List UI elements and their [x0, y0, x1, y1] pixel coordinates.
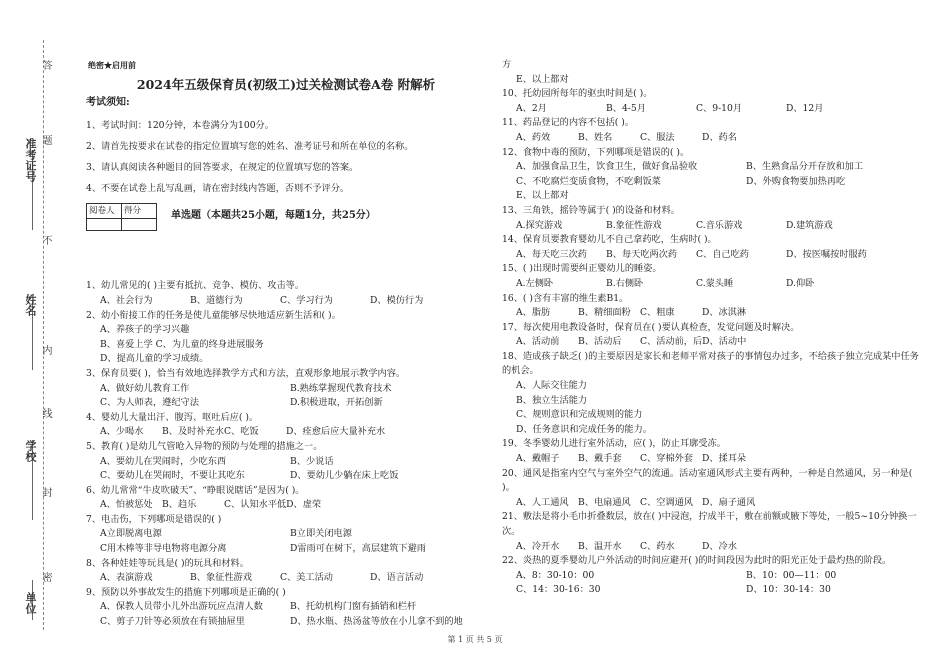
option-row	[100, 469, 486, 484]
answer-option[interactable]: A、养孩子的学习兴趣	[100, 324, 190, 336]
notice-heading: 考试须知:	[86, 97, 130, 109]
question-stem: 7、电击伤，下列哪项是错误的( )	[86, 513, 222, 525]
answer-option[interactable]: C.蒙头睡	[696, 277, 734, 289]
answer-option[interactable]: B、4-5月	[606, 102, 646, 114]
answer-option[interactable]: D、任务意识和完成任务的能力。	[516, 423, 652, 435]
answer-option[interactable]: A立即脱离电源	[100, 528, 162, 540]
reviewer-blank[interactable]	[87, 219, 122, 231]
answer-option[interactable]: B、姓名	[578, 131, 613, 143]
question-stem: 12、食物中毒的预防，下列哪项是错误的( )。	[502, 146, 690, 158]
option-row	[516, 306, 922, 321]
seal-line	[43, 40, 44, 630]
answer-option[interactable]: C、不吃腐烂变质食物，不吃剩饭菜	[516, 175, 661, 187]
answer-option[interactable]: B、每天吃两次药	[606, 248, 678, 260]
option-row	[516, 452, 922, 467]
option-row	[100, 542, 486, 557]
answer-option[interactable]: C、剪子刀针等必须放在有锁抽屉里	[100, 616, 245, 628]
question-stem: 13、三角铁，摇铃等属于( )的设备和材料。	[502, 204, 680, 216]
exam-id-label: 准考证号	[24, 138, 37, 182]
binding-strip	[0, 0, 60, 671]
answer-option[interactable]: A、加强食品卫生，饮食卫生，做好食品验收	[516, 161, 698, 173]
option-row	[516, 569, 922, 584]
score-box	[86, 203, 157, 232]
answer-option[interactable]: A、社会行为	[100, 294, 153, 306]
option-row	[100, 571, 486, 586]
answer-option[interactable]: A、每天吃三次药	[516, 248, 587, 260]
question-stem: 15、( )出现时需要纠正婴幼儿的睡姿。	[502, 263, 662, 275]
answer-option[interactable]: D、外购食物要加热再吃	[746, 175, 846, 187]
answer-option[interactable]: B、生熟食品分开存放和加工	[746, 161, 864, 173]
option-row	[100, 455, 486, 470]
option-row	[516, 496, 922, 511]
answer-option[interactable]: D、提高儿童的学习成绩。	[100, 353, 209, 365]
answer-option[interactable]: A、保教人员带小儿外出游玩应点清人数	[100, 601, 263, 613]
option-row	[516, 540, 922, 555]
question-stem: 11、药品登记的内容不包括( )。	[502, 117, 635, 129]
answer-option[interactable]: E、以上都对	[516, 190, 569, 202]
answer-option[interactable]: C、粗康	[640, 307, 675, 319]
section-header	[86, 201, 486, 232]
page-footer: 第 1 页 共 5 页	[447, 635, 503, 644]
question-stem: 22、炎热的夏季婴幼儿户外活动的时间应避开( )的时间段因为此时的阳光正处于最灼热的阶段。	[502, 555, 892, 567]
answer-option[interactable]: A、2月	[516, 102, 547, 114]
answer-option[interactable]: C、自己吃药	[696, 248, 749, 260]
answer-option[interactable]: D、虚荣	[286, 499, 322, 511]
question-stem: 14、保育员要教育婴幼儿不自己拿药吃，生病时( )。	[502, 234, 717, 246]
answer-option[interactable]: D、冷水	[702, 540, 737, 552]
option-row	[100, 396, 486, 411]
answer-option[interactable]: A、少喝水	[100, 426, 144, 438]
seal-char: 答	[40, 60, 51, 70]
seal-char: 封	[40, 487, 51, 497]
answer-option[interactable]: C用木棒等非导电物将电源分离	[100, 543, 227, 555]
option-row	[100, 600, 486, 615]
answer-option[interactable]: C、学习行为	[280, 294, 333, 306]
seal-char: 密	[40, 572, 51, 582]
answer-option[interactable]: B、象征性游戏	[190, 572, 252, 584]
question-stem: 2、幼小衔接工作的任务是使儿童能够尽快地适应新生活和( )。	[86, 309, 341, 321]
answer-option[interactable]: E、以上都对	[516, 73, 569, 85]
score-cell: 得分	[122, 203, 157, 219]
answer-option[interactable]: A、戴帽子	[516, 453, 560, 465]
answer-option[interactable]: B、托幼机构门窗有插销和栏杆	[290, 601, 417, 613]
notice-list	[86, 115, 486, 199]
section-title: 单选题（本题共25小题，每题1分，共25分）	[171, 209, 376, 221]
answer-option[interactable]: A、做好幼儿教育工作	[100, 382, 190, 394]
option-row	[100, 294, 486, 309]
question-stem: 16、( )含有丰富的维生素B1。	[502, 292, 629, 304]
option-row	[100, 615, 486, 630]
question-stem: 20、通风是指室内空气与室外空气的流通。活动室通风形式主要有两种，一种是自然通风，另一种是( )。	[502, 467, 913, 494]
questions-right	[502, 58, 922, 598]
answer-option[interactable]: A、人工通风	[516, 496, 569, 508]
option-row	[100, 527, 486, 542]
answer-option[interactable]: D雷雨可在树下，高层建筑下避雨	[290, 543, 426, 555]
question-stem: 19、冬季婴幼儿进行室外活动，应( )，防止耳廓受冻。	[502, 438, 726, 450]
name-label: 姓名	[24, 294, 37, 316]
score-blank[interactable]	[122, 219, 157, 231]
reviewer-cell: 阅卷人	[87, 203, 122, 219]
question-stem: 18、造成孩子缺乏( )的主要原因是家长和老师平常对孩子的事情包办过多，不给孩子独立完成某中任务的机会。	[502, 350, 919, 377]
option-row	[516, 131, 922, 146]
answer-option[interactable]: B、电扇通风	[578, 496, 631, 508]
option-row	[516, 219, 922, 234]
option-row	[100, 382, 486, 397]
option-row	[516, 277, 922, 292]
answer-option[interactable]: D、活动中	[702, 336, 747, 348]
answer-option[interactable]: B、戴手套	[578, 453, 622, 465]
option-row	[516, 102, 922, 117]
answer-option[interactable]: A、活动前	[516, 336, 560, 348]
questions-left	[86, 279, 486, 629]
seal-char: 内	[40, 345, 51, 355]
answer-option[interactable]: C、美工活动	[280, 572, 333, 584]
right-column	[502, 58, 922, 598]
question-stem: 6、幼儿常常“牛皮吹破天”、“睁眼说瞎话”是因为( )。	[86, 484, 305, 496]
option-row	[516, 160, 922, 175]
answer-option[interactable]: A、药效	[516, 131, 551, 143]
notice-item: 1、考试时间：120分钟，本卷满分为100分。	[86, 119, 274, 131]
answer-option[interactable]: D.积极进取，开拓创新	[290, 397, 383, 409]
answer-option[interactable]: B.右侧卧	[606, 277, 644, 289]
answer-option[interactable]: D、热水瓶、热汤盆等放在小儿拿不到的地	[290, 616, 463, 628]
answer-option[interactable]: C、认知水平低	[224, 499, 287, 511]
answer-option[interactable]: B、趋乐	[162, 499, 197, 511]
option-row	[516, 175, 922, 190]
question-stem: 方	[502, 59, 512, 70]
school-label: 学校	[24, 440, 37, 462]
answer-option[interactable]: D、12月	[786, 102, 824, 114]
option-row	[516, 583, 922, 598]
answer-option[interactable]: C、吃饭	[224, 426, 259, 438]
answer-option[interactable]: D、扇子通风	[702, 496, 756, 508]
question-stem: 21、敷法是将小毛巾折叠数层，放在( )中浸泡，拧成半干，敷在前额或腋下等处，一般5~10分钟换一次。	[502, 511, 917, 537]
answer-option[interactable]: B、精细面粉	[578, 307, 631, 319]
secret-mark: 绝密★启用前	[88, 60, 136, 70]
answer-option[interactable]: C、服法	[640, 131, 675, 143]
question-stem: 4、婴幼儿大量出汗、腹泻、呕吐后应( )。	[86, 411, 259, 423]
answer-option[interactable]: D、冰淇淋	[702, 307, 747, 319]
question-stem: 5、教育( )是幼儿气管呛入异物的预防与处理的措施之一。	[86, 440, 323, 452]
answer-option[interactable]: A、脂肪	[516, 307, 551, 319]
question-stem: 17、每次使用电教设备时，保育员在( )要认真检查，发觉问题及时解决。	[502, 321, 800, 333]
answer-option[interactable]: D、要幼儿少躺在床上吃饭	[290, 470, 399, 482]
answer-option[interactable]: D.建筑游戏	[786, 219, 833, 231]
question-stem: 3、保育员要( )，恰当有效地选择教学方式和方法，直观形象地展示教学内容。	[86, 367, 406, 379]
answer-option[interactable]: B.熟练掌握现代教育技术	[290, 382, 392, 394]
answer-option[interactable]: B、及时补充水	[162, 426, 224, 438]
answer-option[interactable]: B、道德行为	[190, 294, 243, 306]
answer-option[interactable]: D、药名	[702, 131, 737, 143]
answer-option[interactable]: A、表演游戏	[100, 572, 153, 584]
option-row	[516, 248, 922, 263]
unit-label: 单位	[24, 592, 37, 614]
answer-option[interactable]: A、冷开水	[516, 540, 560, 552]
answer-option[interactable]: B、少说话	[290, 455, 334, 467]
answer-option[interactable]: C、规则意识和完成规则的能力	[516, 409, 643, 421]
page-title: 2024年五级保育员(初级工)过关检测试卷A卷 附解析	[136, 76, 436, 92]
answer-option[interactable]: A.左侧卧	[516, 277, 554, 289]
answer-option[interactable]: D、10：30-14：30	[746, 584, 831, 596]
answer-option[interactable]: B、10：00—11：00	[746, 569, 837, 581]
answer-option[interactable]: B、温开水	[578, 540, 622, 552]
seal-char: 不	[40, 235, 51, 245]
answer-option[interactable]: C、9-10月	[696, 102, 743, 114]
option-row	[100, 498, 486, 513]
left-column	[86, 58, 486, 630]
answer-option[interactable]: D、揉耳朵	[702, 453, 747, 465]
answer-option[interactable]: A、8：30-10：00	[516, 569, 595, 581]
answer-option[interactable]: D.仰卧	[786, 277, 815, 289]
answer-option[interactable]: C、要幼儿在哭闹时，不要让其吃东	[100, 470, 245, 482]
answer-option[interactable]: C、为人师表，遵纪守法	[100, 397, 199, 409]
notice-item: 3、请认真阅读各种题目的回答要求，在规定的位置填写您的答案。	[86, 161, 359, 173]
answer-option[interactable]: D、按医嘱按时服药	[786, 248, 867, 260]
answer-option[interactable]: C、穿棉外套	[640, 453, 693, 465]
answer-option[interactable]: B立即关闭电源	[290, 528, 352, 540]
answer-option[interactable]: D、模仿行为	[370, 294, 424, 306]
option-row	[516, 335, 922, 350]
seal-char: 线	[40, 408, 51, 418]
question-stem: 8、各种娃娃等玩具是( )的玩具和材料。	[86, 557, 249, 569]
answer-option[interactable]: B、喜爱上学 C、为儿童的终身进展服务	[100, 338, 264, 350]
answer-option[interactable]: C、空调通风	[640, 496, 693, 508]
question-stem: 1、幼儿常见的( )主要有抵抗、竞争、模仿、攻击等。	[86, 280, 305, 292]
seal-char: 题	[40, 135, 51, 145]
answer-option[interactable]: C、活动前，后	[640, 336, 703, 348]
answer-option[interactable]: B.象征性游戏	[606, 219, 662, 231]
notice-item: 2、请首先按要求在试卷的指定位置填写您的姓名、准考证号和所在单位的名称。	[86, 140, 414, 152]
question-stem: 10、托幼园所每年的驱虫时间是( )。	[502, 88, 653, 100]
answer-option[interactable]: A、怕被惩处	[100, 499, 153, 511]
answer-option[interactable]: A、要幼儿在哭闹时，少吃东西	[100, 455, 227, 467]
notice-item: 4、不要在试卷上乱写乱画，请在密封线内答题，否则不予评分。	[86, 182, 350, 194]
option-row	[100, 425, 486, 440]
answer-option[interactable]: B、独立生活能力	[516, 394, 588, 406]
answer-option[interactable]: C、14：30-16：30	[516, 584, 601, 596]
answer-option[interactable]: C、药水	[640, 540, 675, 552]
question-stem: 9、预防以外事故发生的措施下列哪项是正确的( )	[86, 586, 286, 598]
answer-option[interactable]: C.音乐游戏	[696, 219, 743, 231]
answer-option[interactable]: B、活动后	[578, 336, 622, 348]
answer-option[interactable]: D、痊愈后应大量补充水	[286, 426, 386, 438]
answer-option[interactable]: D、语言活动	[370, 572, 424, 584]
answer-option[interactable]: A.探究游戏	[516, 219, 563, 231]
answer-option[interactable]: A、人际交往能力	[516, 380, 587, 392]
